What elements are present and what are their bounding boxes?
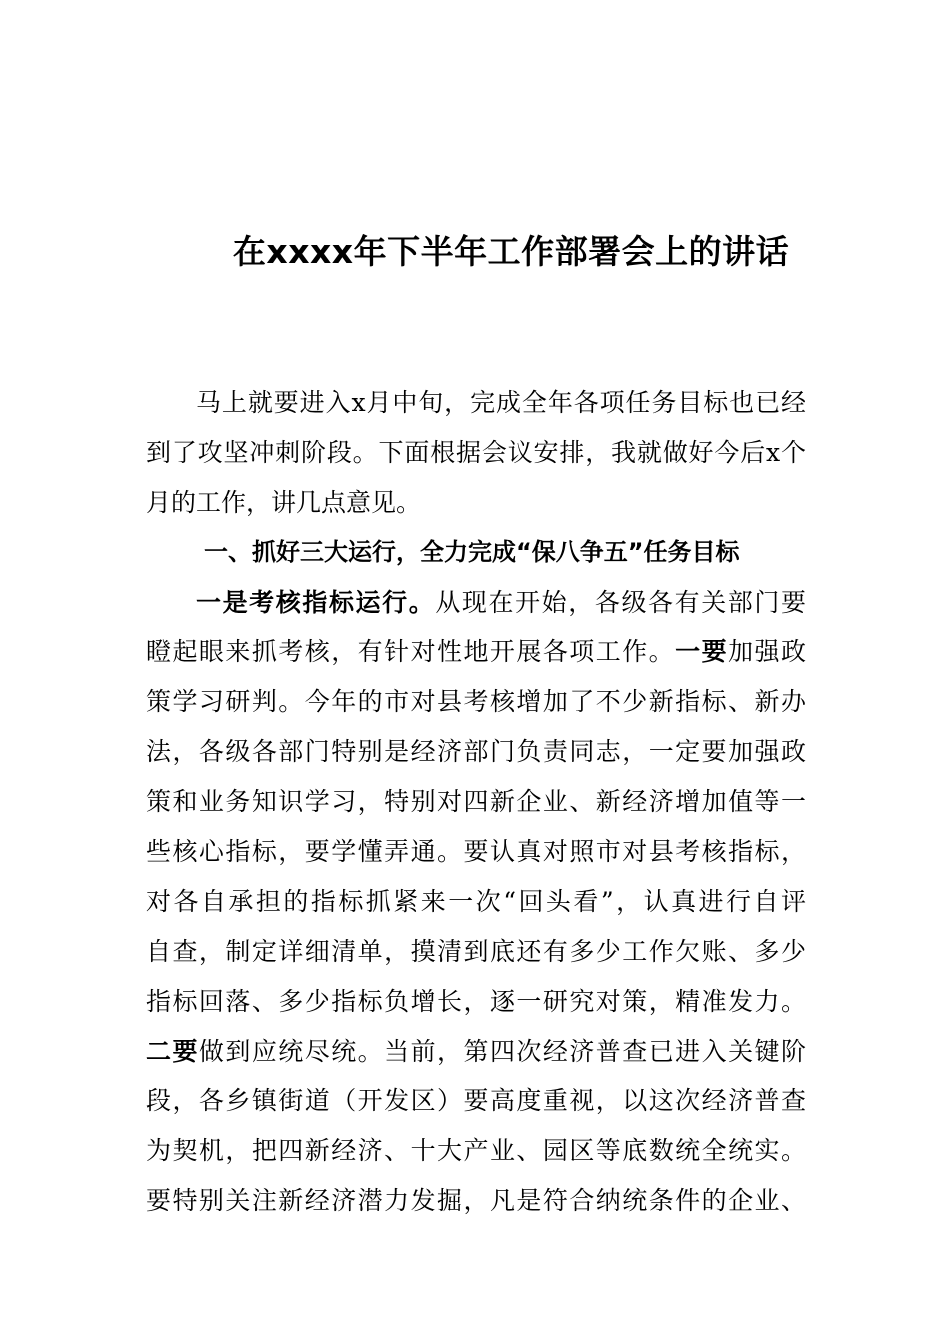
body-line: 策学习研判。今年的市对县考核增加了不少新指标、新办 [146,687,806,717]
document-title [146,226,806,278]
title-text: 在xxxx年下半年工作部署会上的讲话 [232,232,790,271]
para1-line-1 [146,578,806,628]
para2-point-two: 二要 [146,1036,199,1066]
document-body [146,378,806,1226]
body-line: 对各自承担的指标抓紧来一次“回头看”，认真进行自评 [146,886,806,916]
body-line: 为契机，把四新经济、十大产业、园区等底数统全统实。 [146,1136,806,1166]
para1-point-one: 一要 [675,637,729,667]
body-line: 策和业务知识学习，特别对四新企业、新经济增加值等一 [146,787,806,817]
body-line: 指标回落、多少指标负增长，逐一研究对策，精准发力。 [146,986,806,1016]
intro-line-2: 到了攻坚冲刺阶段。下面根据会议安排，我就做好今后x个 [146,437,806,467]
para1-line-1-text: 从现在开始，各级各有关部门要 [435,587,806,617]
para2-line-1 [146,1027,806,1077]
intro-line-3: 月的工作，讲几点意见。 [146,487,422,517]
body-line: 自查，制定详细清单，摸清到底还有多少工作欠账、多少 [146,936,806,966]
para1-line-2-text-b: 加强政 [728,637,806,667]
para1-line-2 [146,627,806,677]
body-line: 要特别关注新经济潜力发掘，凡是符合纳统条件的企业、 [146,1186,806,1216]
intro-line-1: 马上就要进入x月中旬，完成全年各项任务目标也已经 [196,388,806,417]
para1-lead: 一是考核指标运行。 [196,587,436,617]
body-line: 段，各乡镇街道（开发区）要高度重视，以这次经济普查 [146,1086,806,1116]
para1-line-2-text-a: 瞪起眼来抓考核，有针对性地开展各项工作。 [146,637,676,667]
body-line: 法，各级各部门特别是经济部门负责同志，一定要加强政 [146,737,806,767]
para2-line-1-text: 做到应统尽统。当前，第四次经济普查已进入关键阶 [198,1036,806,1066]
section-heading: 一、抓好三大运行，全力完成“保八争五”任务目标 [204,537,740,566]
body-line: 些核心指标，要学懂弄通。要认真对照市对县考核指标， [146,837,806,867]
